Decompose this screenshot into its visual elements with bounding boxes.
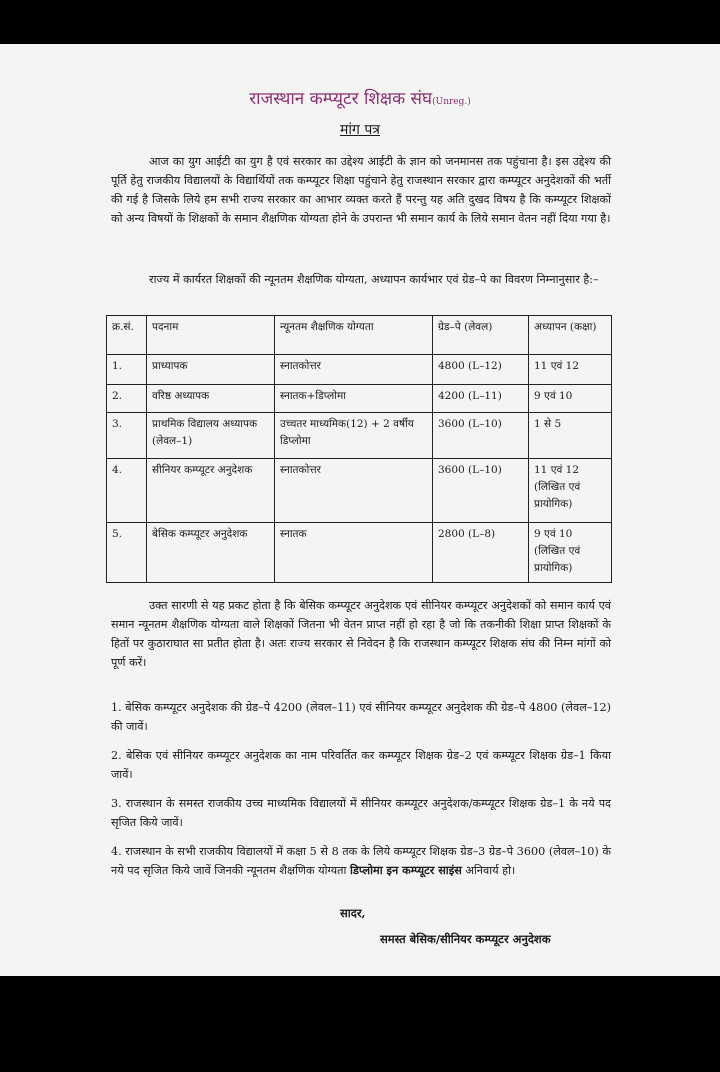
org-registration-suffix: (Unreg.) — [432, 97, 471, 107]
cell-grade-pay: 3600 (L–10) — [433, 413, 529, 459]
table-row — [107, 413, 612, 459]
header-grade-pay: ग्रेड–पे (लेवल) — [433, 316, 529, 355]
demand-text: 1. बेसिक कम्प्यूटर अनुदेशक की ग्रेड–पे 4200 (लेवल–11) एवं सीनियर कम्प्यूटर अनुदेशक की ग्रेड–पे 4800 (लेवल–12) की जावें। — [111, 701, 611, 733]
org-title-text: राजस्थान कम्प्यूटर शिक्षक संघ — [249, 89, 433, 109]
table-intro-paragraph — [111, 270, 611, 289]
cell-classes: 11 एवं 12 — [529, 355, 612, 385]
cell-qualification: स्नातकोत्तर — [275, 355, 433, 385]
cell-post: प्राध्यापक — [147, 355, 275, 385]
cell-post: प्राथमिक विद्यालय अध्यापक (लेवल–1) — [147, 413, 275, 459]
demand-4-bold: डिप्लोमा इन कम्प्यूटर साइंस — [350, 863, 462, 877]
cell-classes: 1 से 5 — [529, 413, 612, 459]
cell-sn: 4. — [107, 459, 147, 523]
demand-text: 2. बेसिक एवं सीनियर कम्प्यूटर अनुदेशक का नाम परिवर्तित कर कम्प्यूटर शिक्षक ग्रेड–2 एवं कम्प्यूटर शिक्षक ग्रेड–1 किया जावें। — [111, 749, 611, 781]
conclusion-text: उक्त सारणी से यह प्रकट होता है कि बेसिक कम्प्यूटर अनुदेशक एवं सीनियर कम्प्यूटर अनुदेशकों को समान कार्य एवं समान न्यूनतम शैक्षणिक योग्यता वाले शिक्षकों जितना भी वेतन प्राप्त नहीं हो रहा है जो कि तकनीकी शिक्षा प्राप्त शिक्षकों के हितों पर कुठाराघात सा प्रतीत होता है। अतः राज्य सरकार से निवेदन है कि राजस्थान कम्प्यूटर शिक्षक संघ की निम्न मांगों को पूर्ण करें। — [111, 599, 611, 669]
cell-qualification: स्नातकोत्तर — [275, 459, 433, 523]
cell-grade-pay: 3600 (L–10) — [433, 459, 529, 523]
qualification-table — [106, 315, 612, 583]
signature-line: समस्त बेसिक/सीनियर कम्प्यूटर अनुदेशक — [380, 932, 551, 946]
header-post: पदनाम — [147, 316, 275, 355]
cell-post: सीनियर कम्प्यूटर अनुदेशक — [147, 459, 275, 523]
demand-text: 3. राजस्थान के समस्त राजकीय उच्च माध्यमिक विद्यालयों में सीनियर कम्प्यूटर अनुदेशक/कम्प्यूटर शिक्षक ग्रेड–1 के नये पद सृजित किये जावें। — [111, 797, 611, 829]
cell-sn: 1. — [107, 355, 147, 385]
demand-4-main: 4. राजस्थान के सभी राजकीय विद्यालयों में कक्षा 5 से 8 तक के लिये कम्प्यूटर शिक्षक ग्रेड–3 ग्रेड–पे 3600 (लेवल–10) के नये पद सृजित किये जावें जिनकी न्यूनतम शैक्षणिक योग्यता — [111, 845, 611, 877]
intro-paragraph — [111, 152, 611, 228]
header-qualification: न्यूनतम शैक्षणिक योग्यता — [275, 316, 433, 355]
table-row — [107, 355, 612, 385]
cell-post: बेसिक कम्प्यूटर अनुदेशक — [147, 523, 275, 583]
cell-sn: 2. — [107, 385, 147, 413]
cell-sn: 5. — [107, 523, 147, 583]
closing-regards: सादर, — [340, 906, 366, 920]
document-title: मांग पत्र — [339, 122, 380, 138]
cell-sn: 3. — [107, 413, 147, 459]
cell-qualification: स्नातक+डिप्लोमा — [275, 385, 433, 413]
cell-post: वरिष्ठ अध्यापक — [147, 385, 275, 413]
table-row — [107, 459, 612, 523]
header-sn: क्र.सं. — [107, 316, 147, 355]
table-row — [107, 385, 612, 413]
demand-item-1 — [111, 698, 611, 736]
header-classes: अध्यापन (कक्षा) — [529, 316, 612, 355]
org-title — [0, 86, 720, 109]
demand-item-4 — [111, 842, 611, 880]
demand-item-3 — [111, 794, 611, 832]
cell-classes: 9 एवं 10 (लिखित एवं प्रायोगिक) — [529, 523, 612, 583]
conclusion-paragraph — [111, 596, 611, 672]
cell-classes: 9 एवं 10 — [529, 385, 612, 413]
demand-text — [111, 842, 611, 880]
table-row — [107, 523, 612, 583]
cell-qualification: उच्चतर माध्यमिक(12) + 2 वर्षीय डिप्लोमा — [275, 413, 433, 459]
cell-qualification: स्नातक — [275, 523, 433, 583]
cell-grade-pay: 4800 (L–12) — [433, 355, 529, 385]
cell-grade-pay: 4200 (L–11) — [433, 385, 529, 413]
intro-text: आज का युग आईटी का युग है एवं सरकार का उद्देश्य आईटी के ज्ञान को जनमानस तक पहुंचाना है। इस उद्देश्य की पूर्ति हेतु राजकीय विद्यालयों के विद्यार्थियों तक कम्प्यूटर शिक्षा पहुंचाने हेतु राजस्थान सरकार द्वारा कम्प्यूटर अनुदेशकों की भर्ती की गई है जिसके लिये हम सभी राज्य सरकार का आभार व्यक्त करते हैं परन्तु यह अति दुखद विषय है कि कम्प्यूटर शिक्षकों को अन्य विषयों के शिक्षकों के समान शैक्षणिक योग्यता होने के उपरान्त भी समान कार्य के लिये समान वेतन नहीं दिया गया है। — [111, 155, 611, 225]
table-header-row — [107, 316, 612, 355]
demand-item-2 — [111, 746, 611, 784]
demand-4-end: अनिवार्य हो। — [461, 864, 516, 877]
table-intro-text: राज्य में कार्यरत शिक्षकों की न्यूनतम शैक्षणिक योग्यता, अध्यापन कार्यभार एवं ग्रेड–पे का विवरण निम्नानुसार है:– — [149, 273, 599, 286]
document-page — [0, 44, 720, 976]
cell-classes: 11 एवं 12 (लिखित एवं प्रायोगिक) — [529, 459, 612, 523]
cell-grade-pay: 2800 (L–8) — [433, 523, 529, 583]
